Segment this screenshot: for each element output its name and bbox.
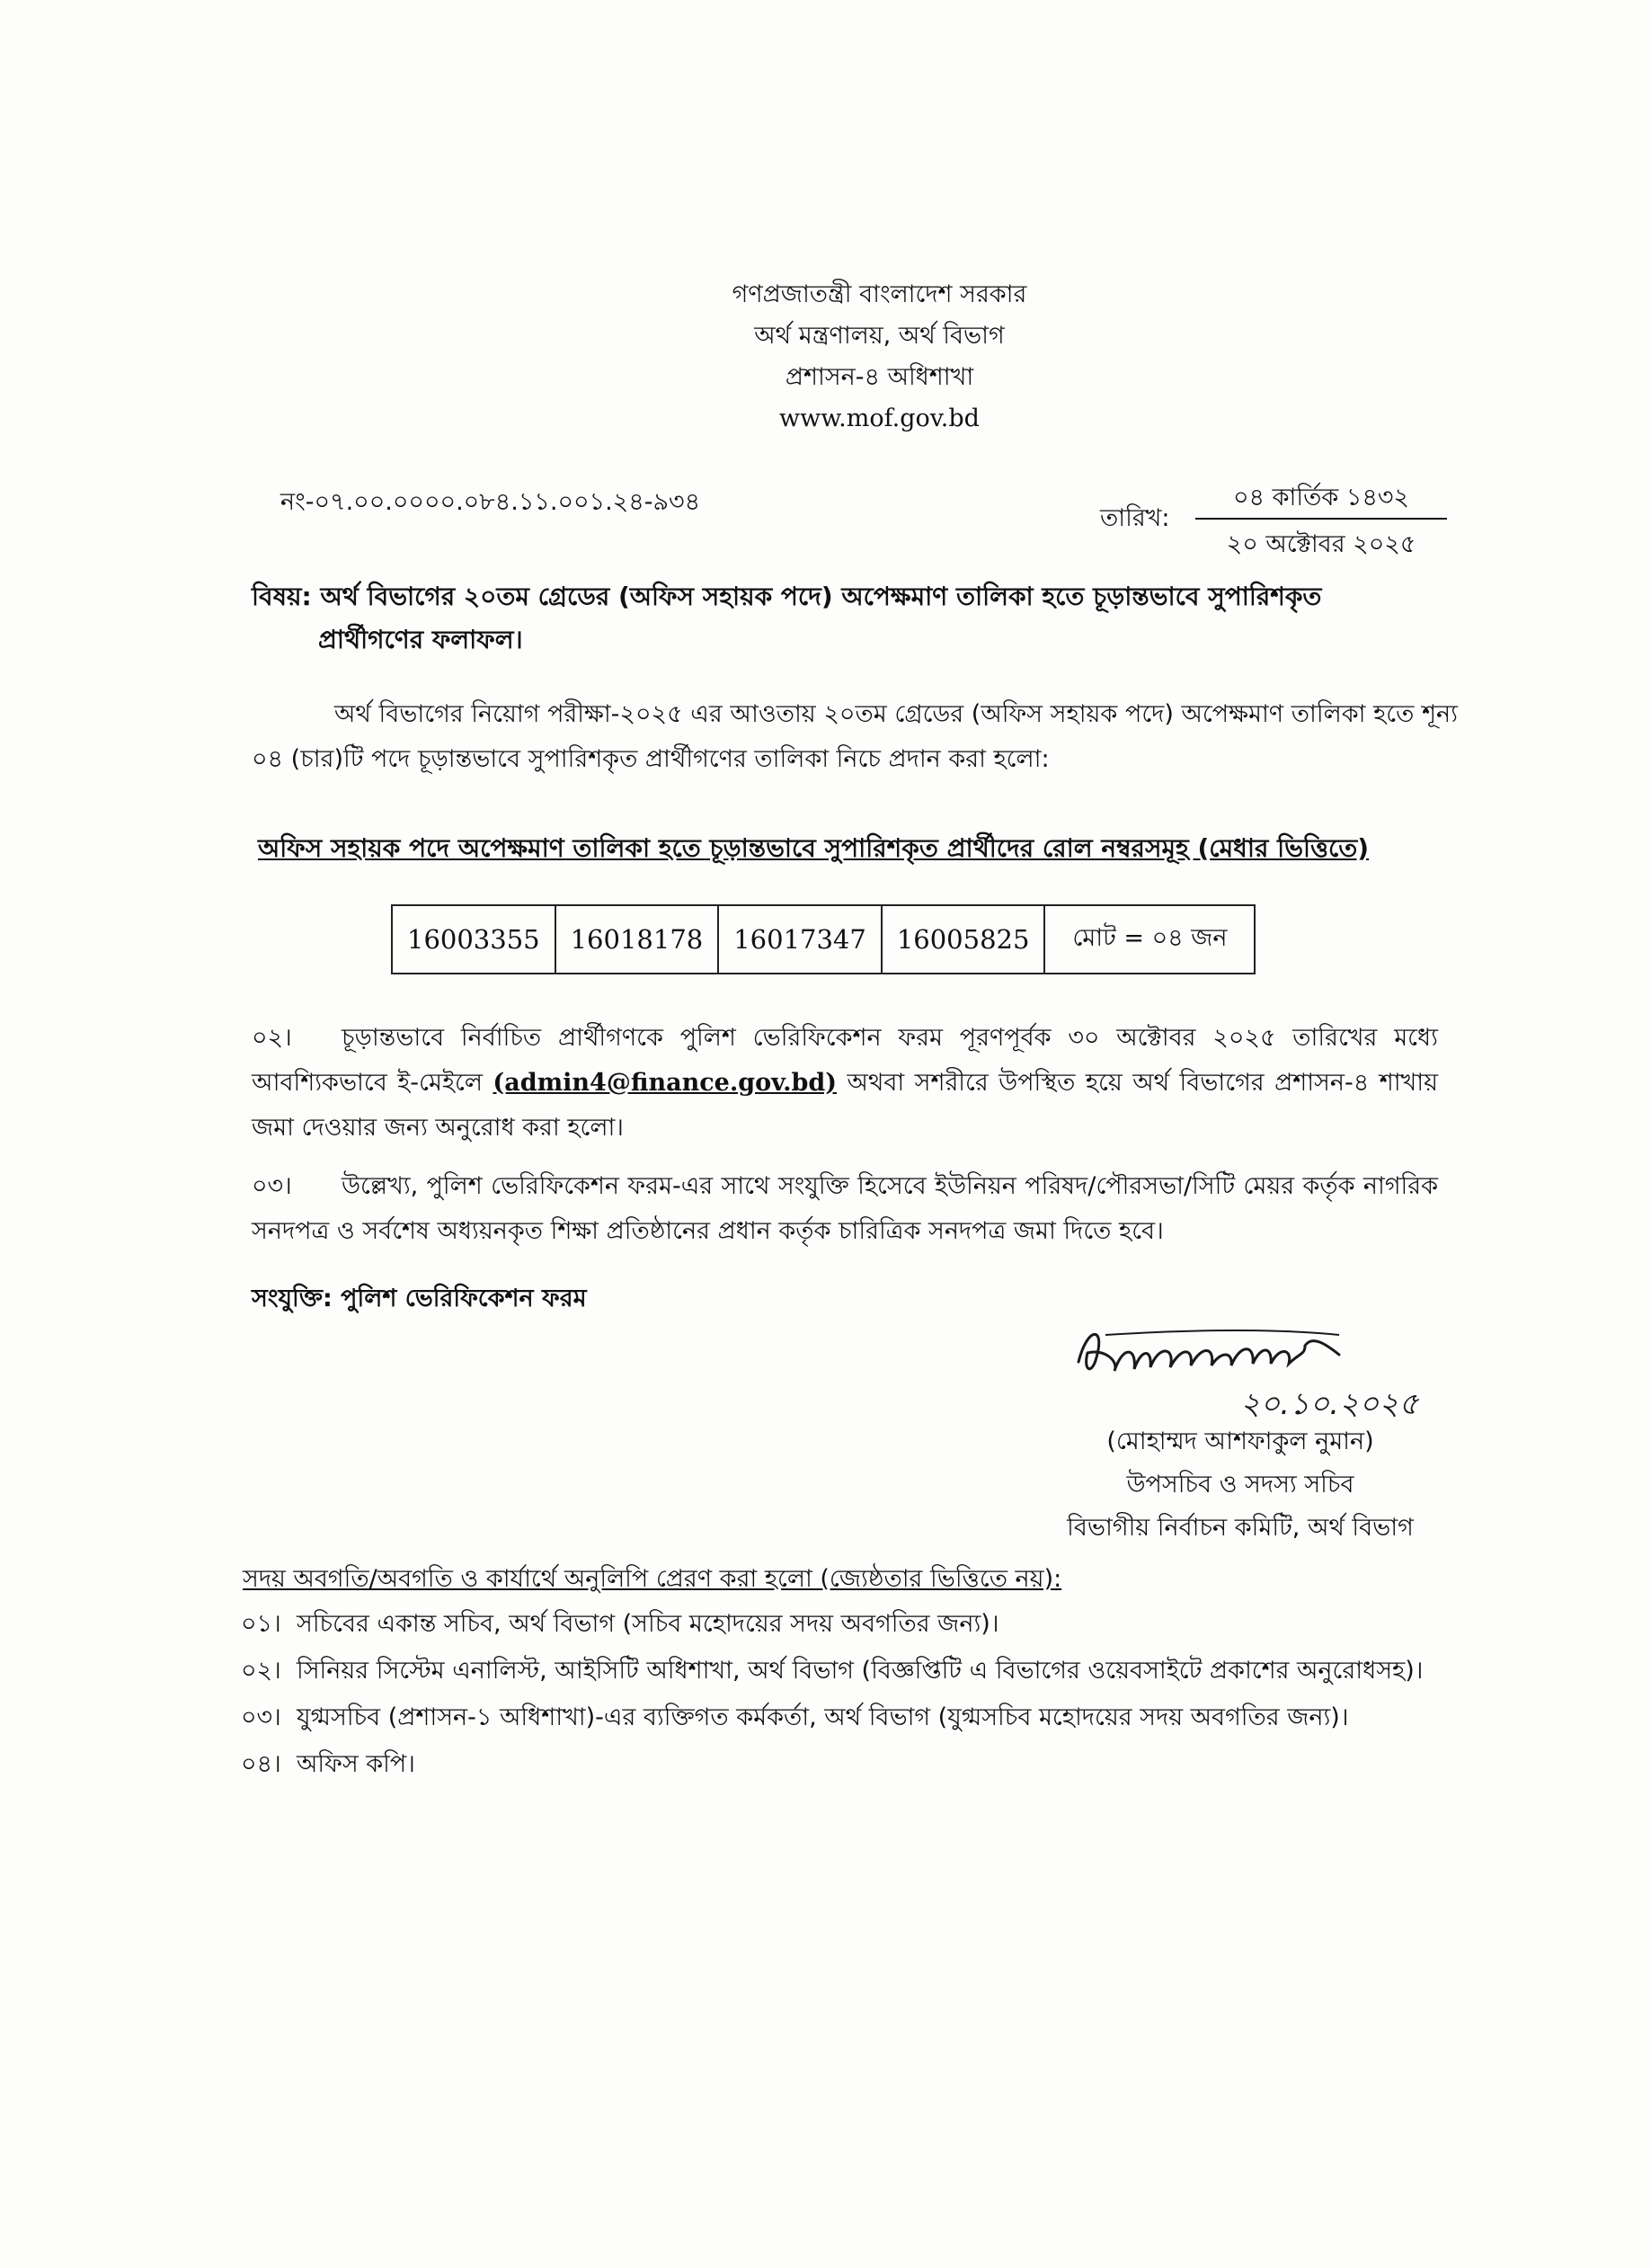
item-text: সিনিয়র সিস্টেম এনালিস্ট, আইসিটি অধিশাখা, অর্থ বিভাগ (বিজ্ঞপ্তিটি এ বিভাগের ওয়েবসাইটে প্রকাশের অনুরোধসহ)। bbox=[297, 1657, 1424, 1685]
paragraph-02 bbox=[252, 1016, 1438, 1151]
paragraph-03 bbox=[252, 1164, 1438, 1254]
item-number: ০২। bbox=[241, 1657, 281, 1685]
branch-name: প্রশাসন-৪ অধিশাখা bbox=[785, 363, 974, 391]
list-item bbox=[241, 1745, 1436, 1784]
date-english: ২০ অক্টোবর ২০২৫ bbox=[1226, 530, 1416, 558]
date-block bbox=[1195, 478, 1447, 565]
signer-designation: উপসচিব ও সদস্য সচিব bbox=[1126, 1471, 1354, 1499]
signer-committee: বিভাগীয় নির্বাচন কমিটি, অর্থ বিভাগ bbox=[1067, 1514, 1414, 1542]
total-count-cell: মোট = ০৪ জন bbox=[1044, 905, 1255, 974]
item-text: সচিবের একান্ত সচিব, অর্থ বিভাগ (সচিব মহোদয়ের সদয় অবগতির জন্য)। bbox=[297, 1610, 999, 1638]
paragraph-number: ০২। bbox=[252, 1024, 292, 1052]
subject bbox=[252, 575, 1456, 662]
item-number: ০৪। bbox=[241, 1750, 281, 1778]
roll-number-table bbox=[391, 904, 1256, 974]
handwritten-signature bbox=[1070, 1308, 1429, 1425]
item-text: যুগ্মসচিব (প্রশাসন-১ অধিশাখা)-এর ব্যক্তিগত কর্মকর্তা, অর্থ বিভাগ (যুগ্মসচিব মহোদয়ের সদয় অবগতির জন্য)। bbox=[297, 1703, 1349, 1731]
item-number: ০৩। bbox=[241, 1703, 281, 1731]
signature-date: ২০.১০.২০২৫ bbox=[1240, 1386, 1419, 1422]
paragraph-text: অথবা সশরীরে উপস্থিত হয়ে অর্থ বিভাগের প্রশাসন-৪ শাখায় জমা দেওয়ার জন্য অনুরোধ করা হলো। bbox=[252, 1069, 1438, 1142]
signer-block bbox=[989, 1420, 1492, 1550]
attachment-note: সংযুক্তি: পুলিশ ভেরিফিকেশন ফরম bbox=[252, 1285, 587, 1312]
subject-line-2: প্রার্থীগণের ফলাফল। bbox=[318, 625, 523, 654]
memo-number: নং-০৭.০০.০০০০.০৮৪.১১.০০১.২৪-৯৩৪ bbox=[280, 488, 701, 516]
email-link[interactable]: (admin4@finance.gov.bd) bbox=[493, 1069, 838, 1097]
list-item bbox=[241, 1698, 1436, 1738]
intro-text: অর্থ বিভাগের নিয়োগ পরীক্ষা-২০২৫ এর আওতায় ২০তম গ্রেডের (অফিস সহায়ক পদে) অপেক্ষমাণ তালিকা হতে শূন্য ০৪ (চার)টি পদে চূড়ান্তভাবে সুপারিশকৃত প্রার্থীগণের তালিকা নিচে প্রদান করা হলো: bbox=[252, 700, 1458, 773]
roll-table-title: অফিস সহায়ক পদে অপেক্ষমাণ তালিকা হতে চূড়ান্তভাবে সুপারিশকৃত প্রার্থীদের রোল নম্বরসমূহ (মেধার ভিত্তিতে) bbox=[258, 833, 1370, 863]
website: www.mof.gov.bd bbox=[779, 405, 980, 432]
distribution-title: সদয় অবগতি/অবগতি ও কার্যার্থে অনুলিপি প্রেরণ করা হলো (জ্যেষ্ঠতার ভিত্তিতে নয়): bbox=[243, 1565, 1062, 1593]
roll-number-cell: 16005825 bbox=[882, 905, 1045, 974]
paragraph-text: উল্লেখ্য, পুলিশ ভেরিফিকেশন ফরম-এর সাথে সংযুক্তি হিসেবে ইউনিয়ন পরিষদ/পৌরসভা/সিটি মেয়র কর্তৃক নাগরিক সনদপত্র ও সর্বশেষ অধ্যয়নকৃত শিক্ষা প্রতিষ্ঠানের প্রধান কর্তৃক চারিত্রিক সনদপত্র জমা দিতে হবে। bbox=[252, 1172, 1438, 1245]
government-name: গণপ্রজাতন্ত্রী বাংলাদেশ সরকার bbox=[732, 280, 1027, 308]
letterhead bbox=[0, 274, 1651, 440]
item-text: অফিস কপি। bbox=[297, 1750, 415, 1778]
date-label: তারিখ: bbox=[1100, 504, 1170, 532]
ministry-name: অর্থ মন্ত্রণালয়, অর্থ বিভাগ bbox=[754, 322, 1005, 350]
list-item bbox=[241, 1651, 1436, 1691]
paragraph-text: চূড়ান্তভাবে নির্বাচিত প্রার্থীগণকে পুলিশ ভেরিফিকেশন ফরম পূরণপূর্বক ৩০ অক্টোবর ২০২৫ তারিখের মধ্যে আবশ্যিকভাবে ই-মেইলে bbox=[252, 1024, 1438, 1097]
subject-line-1: বিষয়: অর্থ বিভাগের ২০তম গ্রেডের (অফিস সহায়ক পদে) অপেক্ষমাণ তালিকা হতে চূড়ান্তভাবে সুপারিশকৃত bbox=[252, 582, 1322, 611]
paragraph-number: ০৩। bbox=[252, 1172, 292, 1200]
table-row bbox=[392, 905, 1255, 974]
intro-paragraph bbox=[252, 692, 1458, 782]
date-bangla: ০৪ কার্তিক ১৪৩২ bbox=[1195, 478, 1447, 520]
roll-number-cell: 16017347 bbox=[718, 905, 882, 974]
item-number: ০১। bbox=[241, 1610, 281, 1638]
roll-number-cell: 16018178 bbox=[555, 905, 719, 974]
list-item bbox=[241, 1605, 1436, 1644]
signer-name: (মোহাম্মদ আশফাকুল নুমান) bbox=[1106, 1428, 1374, 1455]
distribution-list bbox=[241, 1605, 1436, 1792]
roll-number-cell: 16003355 bbox=[392, 905, 555, 974]
